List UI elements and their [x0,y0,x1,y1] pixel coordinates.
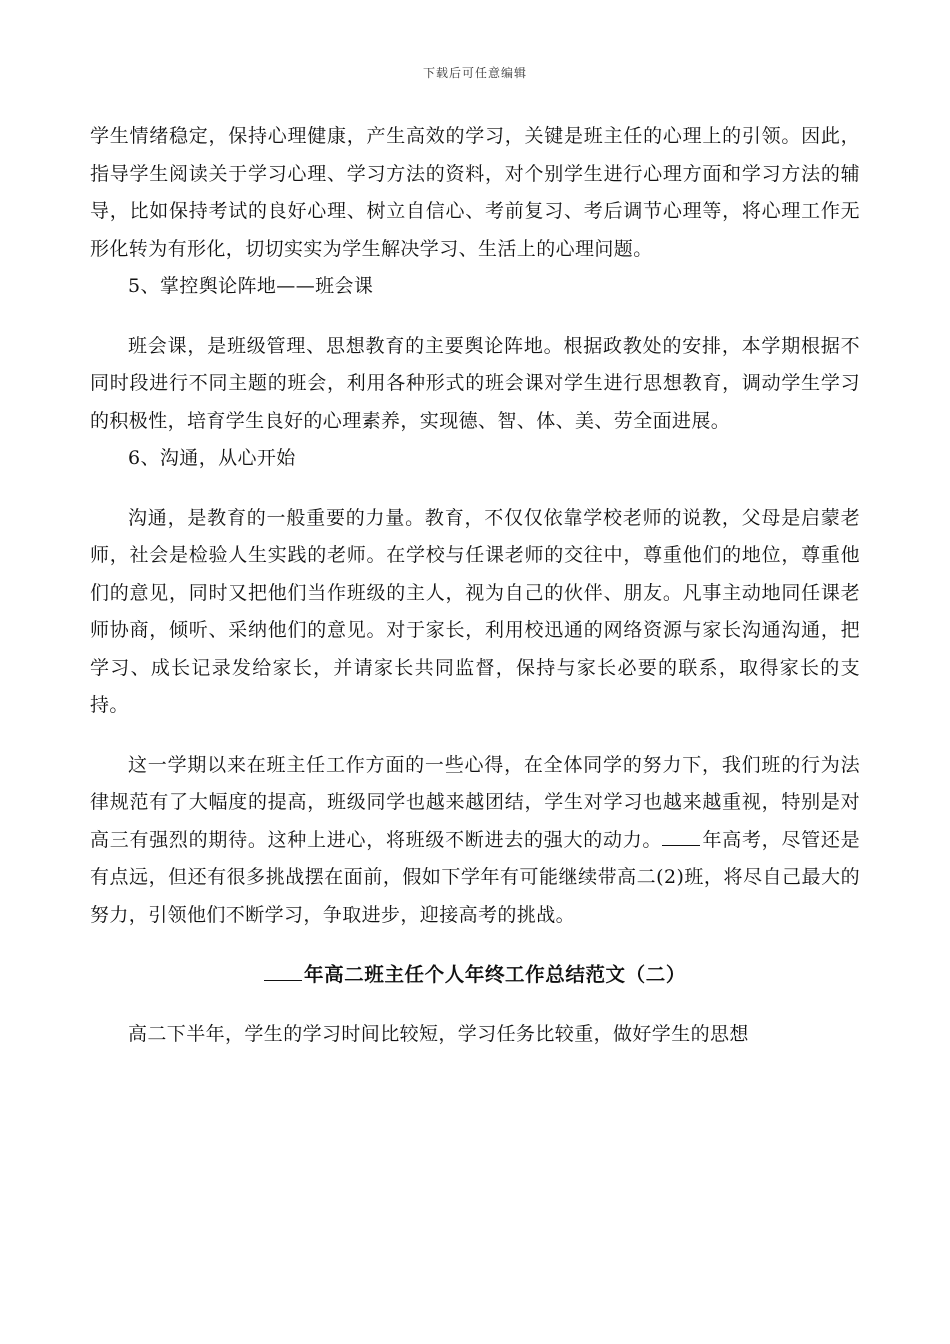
page-header: 下载后可任意编辑 [422,66,527,80]
paragraph-second-summary: 高二下半年，学生的学习时间比较短，学习任务比较重，做好学生的思想 [128,1022,749,1045]
conclusion-text-before: 这一学期以来在班主任工作方面的一些心得，在全体同学的努力下，我们班的行为法律规范有了大幅度的提高，班级同学也越来越团结，学生对学习也越来越重视，特别是对高三有强烈的期待。这种上进心，将班级不断进去的强大的动力。 [90,753,860,851]
title-year-blank [264,962,302,981]
section-heading-5: 5、掌控舆论阵地——班会课 [128,275,374,297]
document-body [90,118,860,1053]
section-title-text: 年高二班主任个人年终工作总结范文（二） [304,963,686,986]
paragraph-communication: 沟通，是教育的一般重要的力量。教育，不仅仅依靠学校老师的说教，父母是启蒙老师，社会是检验人生实践的老师。在学校与任课老师的交往中，尊重他们的地位，尊重他们的意见，同时又把他们当作班级的主人，视为自己的伙伴、朋友。凡事主动地同任课老师协商，倾听、采纳他们的意见。对于家长，利用校迅通的网络资源与家长沟通沟通，把学习、成长记录发给家长，并请家长共同监督，保持与家长必要的联系，取得家长的支持。 [90,506,860,716]
conclusion-text-after: 年高考，尽管还是有点远，但还有很多挑战摆在面前，假如下学年有可能继续带高二(2)班，将尽自己最大的努力，引领他们不断学习，争取进步，迎接高考的挑战。 [90,828,860,926]
year-blank [662,827,700,846]
paragraph-conclusion [90,747,860,935]
section-title [90,956,860,994]
section-heading-6: 6、沟通，从心开始 [128,447,296,469]
paragraph-psychology: 学生情绪稳定，保持心理健康，产生高效的学习，关键是班主任的心理上的引领。因此，指导学生阅读关于学习心理、学习方法的资料，对个别学生进行心理方面和学习方法的辅导，比如保持考试的良好心理、树立自信心、考前复习、考后调节心理等，将心理工作无形化转为有形化，切切实实为学生解决学习、生活上的心理问题。 [90,125,860,260]
paragraph-class-meeting: 班会课，是班级管理、思想教育的主要舆论阵地。根据政教处的安排，本学期根据不同时段进行不同主题的班会，利用各种形式的班会课对学生进行思想教育，调动学生学习的积极性，培育学生良好的心理素养，实现德、智、体、美、劳全面进展。 [90,334,860,432]
